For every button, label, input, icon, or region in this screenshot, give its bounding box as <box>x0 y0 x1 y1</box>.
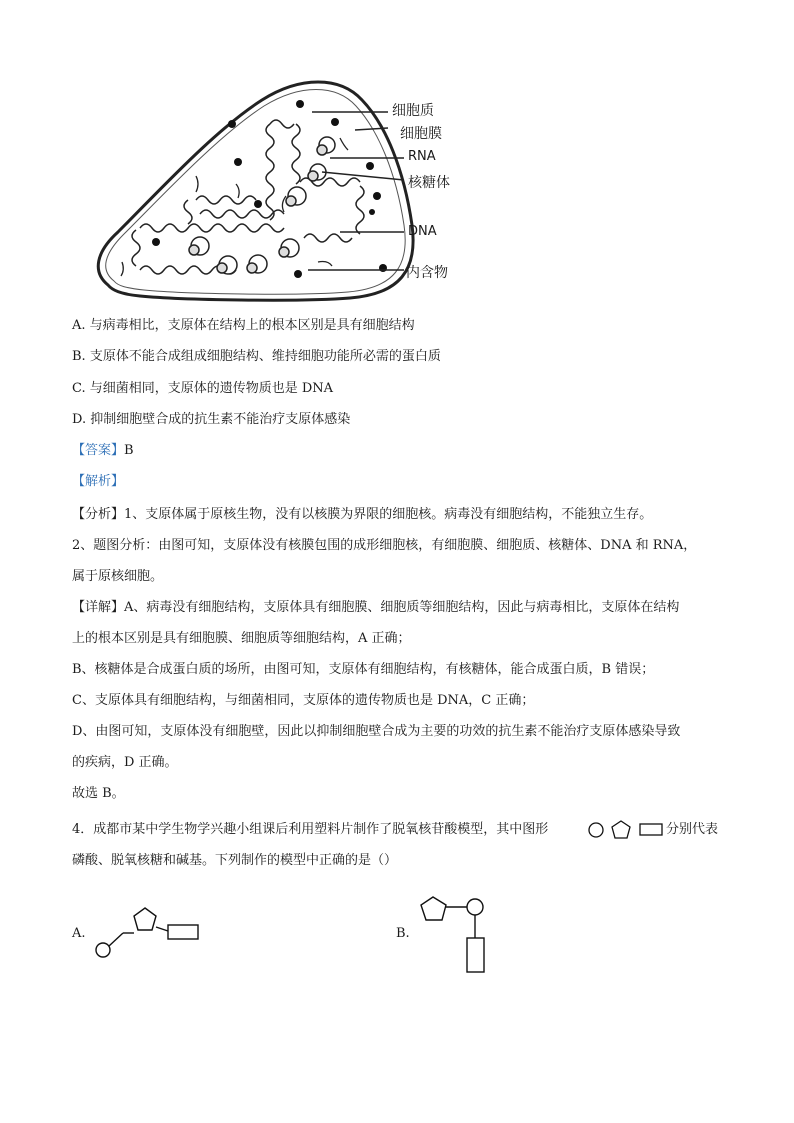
label-inclusion: 内含物 <box>406 265 448 281</box>
fenxi-1: 1、支原体属于原核生物，没有以核膜为界限的细胞核。病毒没有细胞结构，不能独立生存。 <box>124 507 653 522</box>
analysis-tag: 【解析】 <box>72 474 125 489</box>
answer-tag: 【答案】 <box>72 443 125 458</box>
detail-a1: A、病毒没有细胞结构，支原体具有细胞膜、细胞质等细胞结构，因此与病毒相比，支原体在结构 <box>124 600 680 615</box>
ribosomes <box>189 137 335 274</box>
mycoplasma-diagram <box>0 0 794 310</box>
q4-option-b-model <box>416 890 516 980</box>
detail-tag: 【详解】 <box>72 600 125 615</box>
fenxi-tag: 【分析】 <box>72 507 125 522</box>
inclusion-dots <box>152 100 387 278</box>
base-rectangle-icon <box>640 824 662 835</box>
detail-a1-line <box>72 598 679 618</box>
option-a: A. 与病毒相比，支原体在结构上的根本区别是具有细胞结构 <box>72 318 415 333</box>
label-ribosome: 核糖体 <box>408 175 450 191</box>
option-c: C. 与细菌相同，支原体的遗传物质也是 DNA <box>72 381 334 396</box>
detail-a2: 上的根本区别是具有细胞膜、细胞质等细胞结构，A 正确； <box>72 631 411 646</box>
fenxi-2b: 属于原核细胞。 <box>72 569 164 584</box>
option-d: D. 抑制细胞壁合成的抗生素不能治疗支原体感染 <box>72 412 351 427</box>
phosphate-circle-icon <box>589 823 603 837</box>
option-b: B. 支原体不能合成组成细胞结构、维持细胞功能所必需的蛋白质 <box>72 349 441 364</box>
detail-c: C、支原体具有细胞结构，与细菌相同，支原体的遗传物质也是 DNA，C 正确； <box>72 693 535 708</box>
answer-line <box>72 441 134 461</box>
q4-option-b-label: B. <box>396 926 410 941</box>
fenxi-2a: 2、题图分析：由图可知，支原体没有核膜包围的成形细胞核，有细胞膜、细胞质、核糖体、DNA 和 RNA， <box>72 538 697 553</box>
answer-value: B <box>124 443 134 458</box>
q4-stem-2: 磷酸、脱氧核糖和碱基。下列制作的模型中正确的是（） <box>72 853 398 868</box>
label-membrane: 细胞膜 <box>400 126 442 142</box>
label-rna: RNA <box>408 149 436 164</box>
q4-stem-1b: 分别代表 <box>666 822 719 837</box>
q4-option-a-label: A. <box>72 926 86 941</box>
detail-d1: D、由图可知，支原体没有细胞壁，因此以抑制细胞壁合成为主要的功效的抗生素不能治疗支原体感染导致 <box>72 724 681 739</box>
deoxyribose-pentagon-icon <box>612 821 630 838</box>
leader-lines <box>308 112 404 270</box>
detail-d2: 的疾病，D 正确。 <box>72 755 178 770</box>
q4-option-a-model <box>90 902 290 962</box>
analysis-heading <box>72 472 124 492</box>
detail-b: B、核糖体是合成蛋白质的场所，由图可知，支原体有细胞结构，有核糖体，能合成蛋白质，B 错误； <box>72 662 655 677</box>
fenxi-line-1 <box>72 505 652 525</box>
label-dna: DNA <box>408 224 437 239</box>
q4-stem-1a: 4．成都市某中学生物学兴趣小组课后利用塑料片制作了脱氧核苷酸模型，其中图形 <box>72 822 549 837</box>
conclusion: 故选 B。 <box>72 786 125 801</box>
label-cytoplasm: 细胞质 <box>392 103 434 119</box>
rna-strands <box>121 138 348 276</box>
